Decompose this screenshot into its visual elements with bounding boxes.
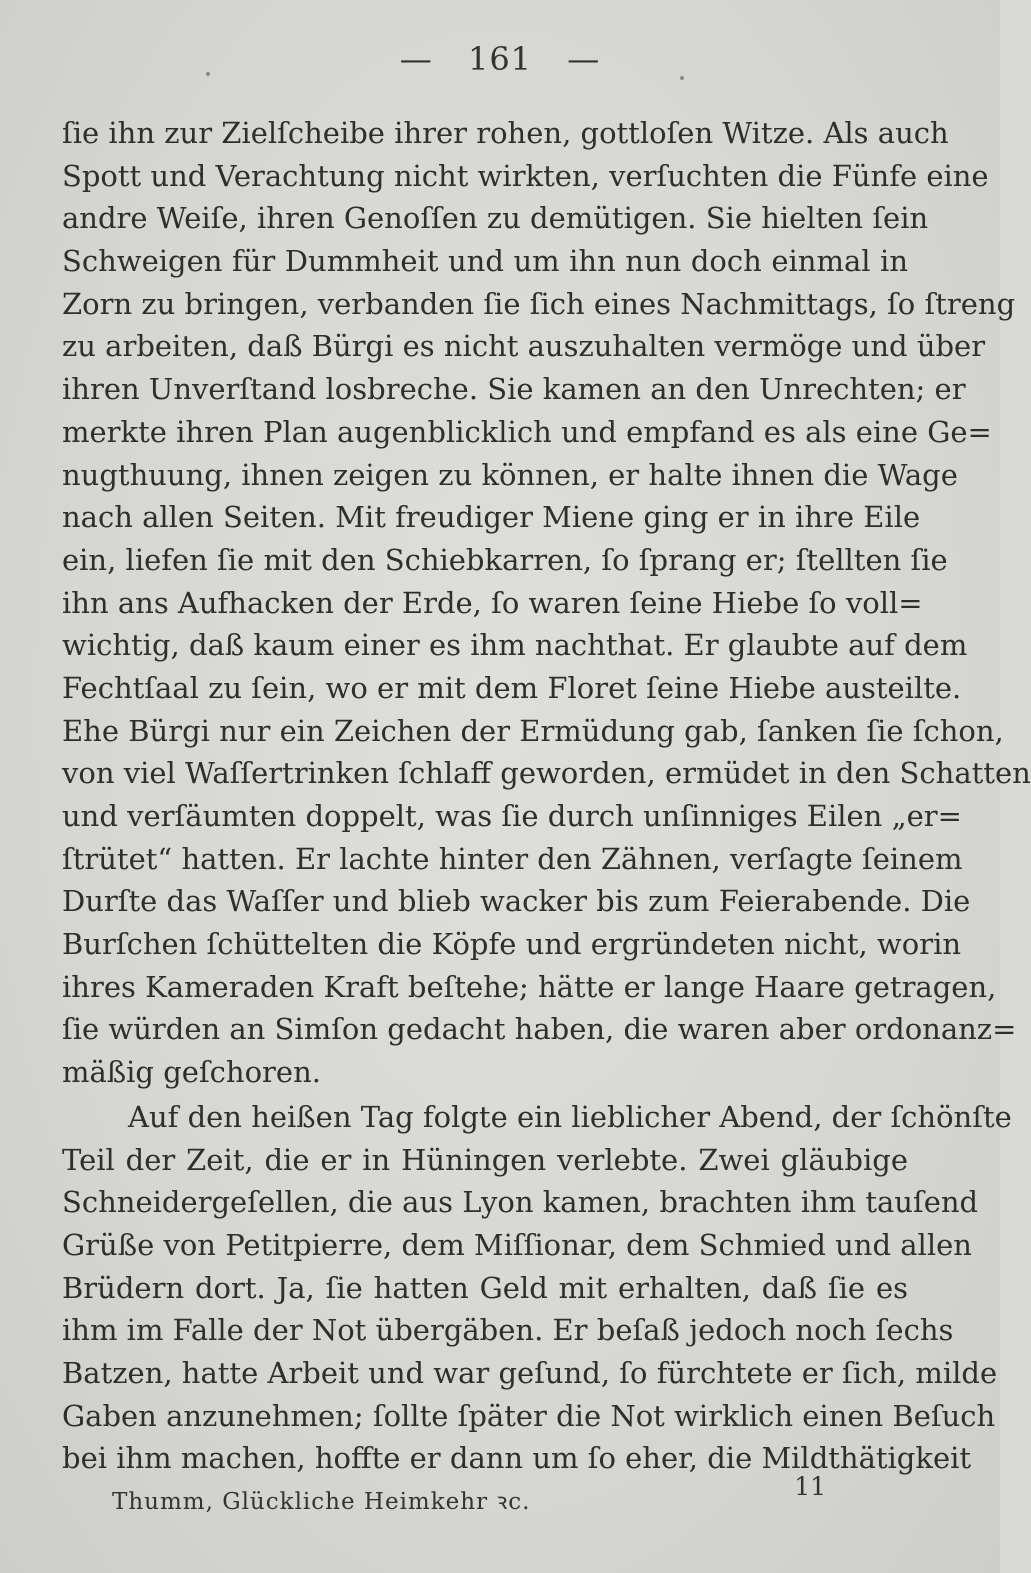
text-line: nugthuung, ihnen zeigen zu können, er halte ihnen die Wage [62, 457, 958, 492]
paper-speck [680, 76, 684, 80]
page-footer [62, 1472, 908, 1515]
text-line: ſie ihn zur Zielſcheibe ihrer rohen, gottloſen Witze. Als auch [62, 116, 949, 150]
header-dash-left: — [399, 40, 433, 78]
text-line: ihm im Falle der Not übergäben. Er beſaß jedoch noch ſechs [62, 1313, 954, 1348]
text-line: zu arbeiten, daß Bürgi es nicht auszuhalten vermöge und über [62, 329, 986, 364]
text-line: Burſchen ſchüttelten die Köpfe und ergründeten nicht, worin [62, 927, 962, 962]
text-line: ſtrütet“ hatten. Er lachte hinter den Zähnen, verſagte ſeinem [62, 841, 963, 876]
text-line: Zorn zu bringen, verbanden ſie ſich eines Nachmittags, ſo ſtreng [62, 286, 1016, 321]
text-line: von viel Waſſertrinken ſchlaff geworden, ermüdet in den Schatten [62, 756, 1031, 791]
text-line: ihren Unverſtand losbreche. Sie kamen an den Unrechten; er [62, 372, 966, 407]
paper-speck [206, 72, 210, 76]
text-line: Batzen, hatte Arbeit und war geſund, ſo fürchtete er ſich, milde [62, 1355, 998, 1390]
text-line: Gaben anzunehmen; ſollte ſpäter die Not wirklich einen Beſuch [62, 1398, 996, 1433]
text-line: ein, liefen ſie mit den Schiebkarren, ſo ſprang er; ſtellten ſie [62, 542, 948, 577]
page-header [0, 40, 1000, 78]
footer-sheet-mark: 11 [794, 1472, 826, 1501]
text-line: Grüße von Petitpierre, dem Miſſionar, dem Schmied und allen [62, 1227, 972, 1262]
text-line: Spott und Verachtung nicht wirkten, verſuchten die Fünfe eine [62, 158, 989, 193]
text-line: und verſäumten doppelt, was ſie durch unſinniges Eilen „er= [62, 799, 962, 833]
paragraph-2 [62, 1096, 1012, 1480]
text-line: Auf den heißen Tag folgte ein lieblicher Abend, der ſchönſte [128, 1099, 1012, 1134]
text-line: andre Weiſe, ihren Genoſſen zu demütigen. Sie hielten ſein [62, 201, 929, 236]
text-line: mäßig geſchoren. [62, 1055, 321, 1090]
text-line: Ehe Bürgi nur ein Zeichen der Ermüdung gab, ſanken ſie ſchon, [62, 713, 1004, 748]
text-line: Teil der Zeit, die er in Hüningen verlebte. Zwei gläubige [62, 1142, 908, 1177]
text-line: Fechtſaal zu ſein, wo er mit dem Floret ſeine Hiebe austeilte. [62, 670, 962, 705]
header-dash-right: — [567, 40, 601, 78]
text-line: ihres Kameraden Kraft beſtehe; hätte er lange Haare getragen, [62, 969, 997, 1004]
text-line: merkte ihren Plan augenblicklich und empfand es als eine Ge= [62, 414, 992, 449]
text-line: Durſte das Waſſer und blieb wacker bis zum Feierabende. Die [62, 884, 971, 919]
page-number: 161 [467, 40, 533, 78]
text-line: Schneidergeſellen, die aus Lyon kamen, brachten ihm tauſend [62, 1185, 979, 1220]
body-text [62, 112, 1031, 1480]
text-line: ihn ans Aufhacken der Erde, ſo waren ſeine Hiebe ſo voll= [62, 585, 923, 620]
text-line: wichtig, daß kaum einer es ihm nachthat. Er glaubte auf dem [62, 628, 968, 663]
text-line: Schweigen für Dummheit und um ihn nun doch einmal in [62, 244, 908, 279]
paragraph-1 [62, 112, 1031, 1094]
text-line: bei ihm machen, hoffte er dann um ſo eher, die Mildthätigkeit [62, 1441, 972, 1476]
footer-signature: Thumm, Glückliche Heimkehr ꝛc. [112, 1489, 531, 1515]
text-line: Brüdern dort. Ja, ſie hatten Geld mit erhalten, daß ſie es [62, 1270, 908, 1305]
text-line: ſie würden an Simſon gedacht haben, die waren aber ordonanz= [62, 1012, 1017, 1047]
text-line: nach allen Seiten. Mit freudiger Miene ging er in ihre Eile [62, 500, 921, 535]
